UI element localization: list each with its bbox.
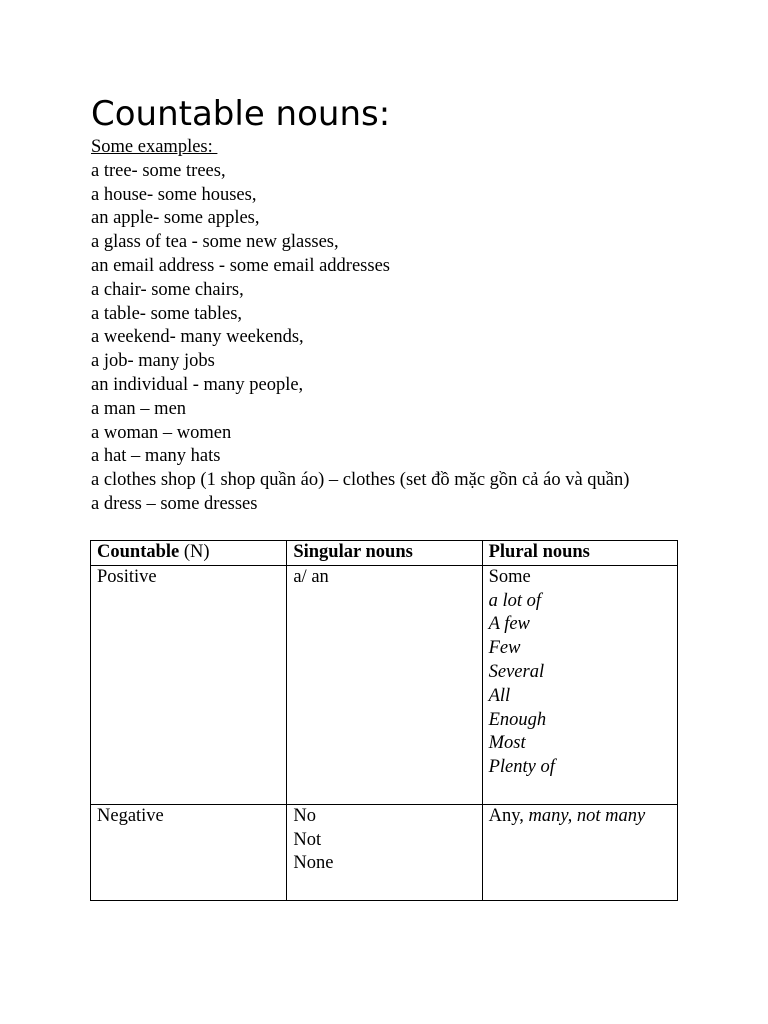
example-line: a dress – some dresses (91, 493, 258, 514)
example-line: a clothes shop (1 shop quần áo) – clothes (set đồ mặc gồn cả áo và quần) (91, 470, 630, 491)
singular-item: None (293, 853, 334, 874)
plural-item: Plenty of (488, 757, 555, 778)
table-row-positive (91, 565, 678, 804)
page-title: Countable nouns: (91, 94, 391, 134)
header-singular (287, 541, 482, 566)
countable-nouns-table (90, 540, 678, 901)
cell-positive-singular: a/ an (287, 565, 482, 804)
plural-item: Enough (488, 709, 547, 730)
example-line: a job- many jobs (91, 351, 215, 372)
plural-plain-text: Any, (488, 805, 529, 826)
example-line: a table- some tables, (91, 303, 243, 324)
example-line: a woman – women (91, 422, 232, 443)
cell-positive-plural (482, 565, 677, 804)
examples-section (91, 136, 629, 517)
example-line: a glass of tea - some new glasses, (91, 232, 339, 253)
example-line: a hat – many hats (91, 446, 221, 467)
example-line: a weekend- many weekends, (91, 327, 304, 348)
plural-italic-text: many, not many (528, 805, 646, 826)
plural-item: Some (488, 566, 531, 587)
header-countable-bold: Countable (97, 542, 180, 562)
example-line: an email address - some email addresses (91, 255, 390, 276)
header-countable (91, 541, 287, 566)
example-line: an apple- some apples, (91, 208, 260, 229)
example-line: a chair- some chairs, (91, 279, 244, 300)
plural-item: A few (488, 614, 530, 635)
plural-item: Few (488, 638, 521, 659)
example-line: a tree- some trees, (91, 160, 226, 181)
table-header-row (91, 541, 678, 566)
example-line: a house- some houses, (91, 184, 257, 205)
header-plural (482, 541, 677, 566)
header-countable-suffix: (N) (179, 542, 210, 562)
plural-item: Several (488, 661, 545, 682)
table-row-negative (91, 804, 678, 900)
example-line: a man – men (91, 398, 187, 419)
header-singular-label: Singular nouns (293, 542, 413, 562)
cell-positive-label: Positive (91, 565, 287, 804)
cell-negative-label: Negative (91, 804, 287, 900)
plural-item: All (488, 685, 511, 706)
plural-item: a lot of (488, 590, 542, 611)
singular-item: No (293, 805, 316, 826)
singular-item: Not (293, 829, 322, 850)
cell-negative-singular (287, 804, 482, 900)
example-line: an individual - many people, (91, 374, 304, 395)
cell-negative-plural (482, 804, 677, 900)
examples-heading: Some examples: (91, 137, 218, 157)
plural-item: Most (488, 733, 526, 754)
header-plural-label: Plural nouns (488, 542, 590, 562)
